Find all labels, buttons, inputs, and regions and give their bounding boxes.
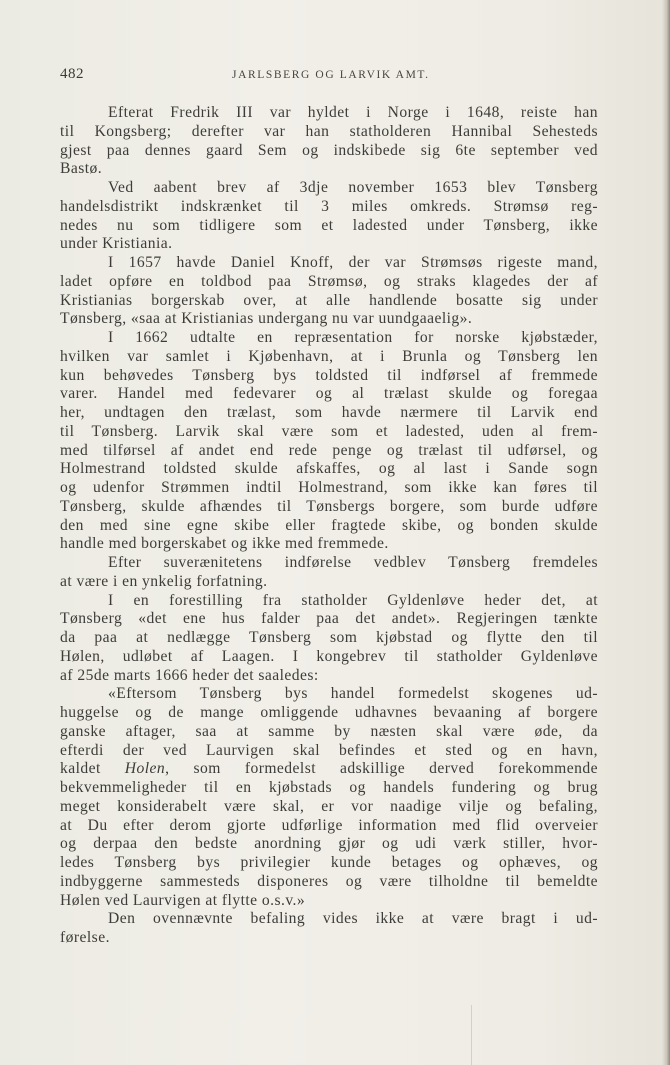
text-line: og derpaa den bedste anordning gjør og udi værk stiller, hvor- <box>60 835 598 853</box>
running-title: JARLSBERG OG LARVIK AMT. <box>232 69 430 81</box>
text-line: til Tønsberg. Larvik skal være som et ladested, uden al frem- <box>60 422 598 440</box>
text-line: I en forestilling fra statholder Gyldenløve heder det, at <box>108 591 598 609</box>
binding-edge-mark <box>471 1005 652 1065</box>
text-line: Hølen ved Laurvigen at flytte o.s.v.» <box>60 891 306 909</box>
text-line: kun behøvedes Tønsberg bys toldsted til indførsel af fremmede <box>60 366 598 384</box>
text-line: meget konsiderabelt være skal, er vor naadige vilje og befaling, <box>60 797 598 815</box>
text-line: I 1657 havde Daniel Knoff, der var Strømsøs rigeste mand, <box>108 254 598 271</box>
text-line: Ved aabent brev af 3dje november 1653 blev Tønsberg <box>108 179 598 196</box>
text-line: handle med borgerskabet og ikke med fremmede. <box>60 535 389 553</box>
text-line: varer. Handel med fedevarer og al trælast skulde og foregaa <box>60 385 598 403</box>
text-line: ladet opføre en toldbod paa Strømsø, og straks klagedes der af <box>60 272 598 290</box>
page-header <box>60 66 600 86</box>
text-line: da paa at nedlægge Tønsberg som kjøbstad og flytte den til <box>60 629 598 646</box>
text-line: med tilførsel af andet end rede penge og trælast til udførsel, og <box>60 441 598 459</box>
text-line: af 25de marts 1666 heder det saaledes: <box>60 666 319 684</box>
text-line: her, undtagen den trælast, som havde nærmere til Larvik end <box>60 404 598 421</box>
text-line: Bastø. <box>60 160 103 178</box>
text-line: Tønsberg, «saa at Kristianias undergang nu var uundgaaelig». <box>60 310 473 328</box>
text-line: efterdi der ved Laurvigen skal befindes et sted og en havn, <box>60 741 598 759</box>
text-line: handelsdistrikt indskrænket til 3 miles omkreds. Strømsø reg- <box>60 197 598 215</box>
text-line: «Eftersom Tønsberg bys handel formedelst skogenes ud- <box>108 685 598 703</box>
text-segment: , som formedelst adskillige derved forekommende <box>165 760 599 778</box>
text-line: Tønsberg «det ene hus falder paa det andet». Regjeringen tænkte <box>60 610 598 628</box>
text-line: til Kongsberg; derefter var han statholderen Hannibal Sehesteds <box>60 122 598 140</box>
page-edge <box>662 0 670 1065</box>
text-line: ledes Tønsberg bys privilegier kunde betages og ophæves, og <box>60 854 598 871</box>
text-line: bekvemmeligheder til en kjøbstads og handels fundering og brug <box>60 779 598 796</box>
text-line: ganske aftager, saa at samme by næsten skal være øde, da <box>60 722 598 740</box>
text-line: gjest paa dennes gaard Sem og indskibede sig 6te september ved <box>60 141 598 159</box>
page-number: 482 <box>60 66 84 82</box>
text-line: den med sine egne skibe eller fragtede skibe, og bonden skulde <box>60 516 598 534</box>
text-line: Efterat Fredrik III var hyldet i Norge i 1648, reiste han <box>108 104 598 121</box>
text-line: huggelse og de mange omliggende udhavnes bevaaning af borgere <box>60 704 598 721</box>
text-line: Holmestrand toldsted skulde afskaffes, og al last i Sande sogn <box>60 460 598 478</box>
text-line: Kristianias borgerskab over, at alle handlende bosatte sig under <box>60 291 598 309</box>
body-text <box>60 104 598 948</box>
text-line: førelse. <box>60 929 110 946</box>
text-line: Den ovennævnte befaling vides ikke at være bragt i ud- <box>108 910 598 928</box>
text-line: og udenfor Strømmen indtil Holmestrand, som ikke kan føres til <box>60 479 598 496</box>
text-line: at Du efter derom gjorte udførlige information med flid overveier <box>60 816 598 834</box>
text-line <box>60 760 598 779</box>
text-line: Tønsberg, skulde afhændes til Tønsbergs borgere, som burde udføre <box>60 497 598 515</box>
text-line: indbyggerne sammesteds disponeres og være tilholdne til bemeldte <box>60 872 598 890</box>
text-line: at være i en ynkelig forfatning. <box>60 572 268 590</box>
text-line: Efter suverænitetens indførelse vedblev Tønsberg fremdeles <box>108 554 598 571</box>
text-line: under Kristiania. <box>60 235 173 253</box>
text-segment: kaldet <box>60 760 125 778</box>
text-line: Hølen, udløbet af Laagen. I kongebrev til statholder Gyldenløve <box>60 647 598 665</box>
text-line: nedes nu som tidligere som et ladested under Tønsberg, ikke <box>60 216 598 234</box>
text-line: I 1662 udtalte en repræsentation for norske kjøbstæder, <box>108 329 598 346</box>
text-line: hvilken var samlet i Kjøbenhavn, at i Brunla og Tønsberg len <box>60 347 598 365</box>
italic-place-name: Holen <box>124 760 166 778</box>
